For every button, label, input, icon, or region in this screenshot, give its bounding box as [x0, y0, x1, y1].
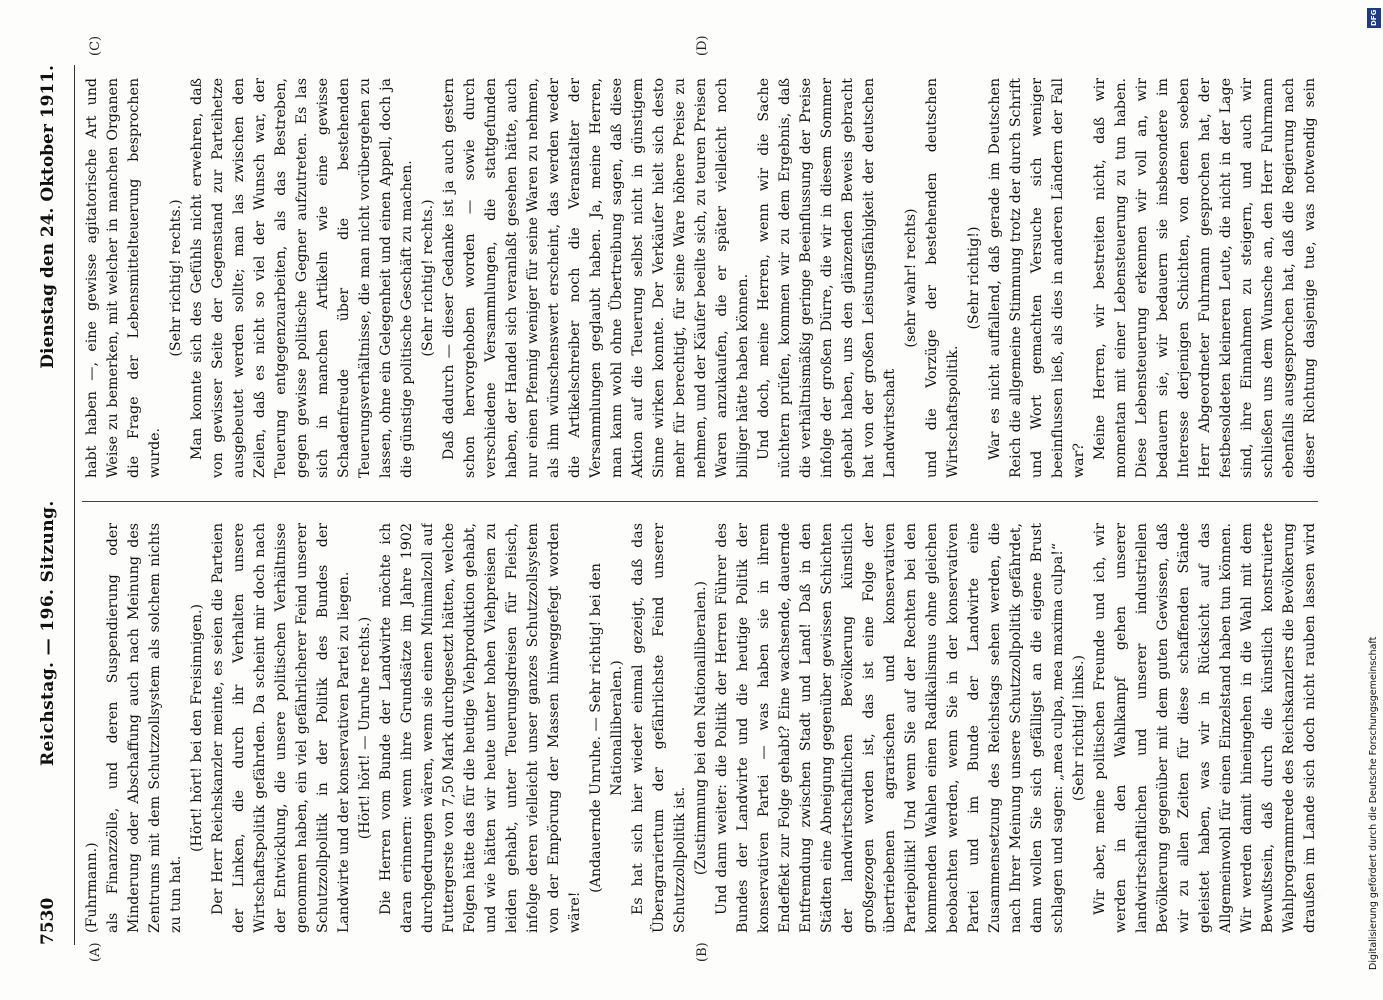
right-column	[82, 78, 1322, 478]
dfg-logo: DFG	[1367, 8, 1381, 28]
paragraph: Und doch, meine Herren, wenn wir die Sache nüchtern prüfen, kommen wir zu dem Ergebnis, daß die verhältnismäßig geringe Beeinflussung der Preise infolge der großen Dürre, die wir in diesem Sommer gehabt haben, uns den glänzenden Beweis gebracht hat von der großen Leistungsfähigkeit der deutschen Landwirtschaft	[756, 78, 898, 478]
header-rule	[74, 65, 75, 945]
paragraph: Wir aber, meine politischen Freunde und ich, wir werden in den Wahlkampf gehen unserer landwirtschaftlichen und unserer industriellen Bevölkerung gegenüber mit dem guten Gewissen, daß wir zu allen Zeiten für diese schaffenden Stände geleistet haben, was wir in Rücksicht auf das Allgemeinwohl für einen Einzelstand haben tun können. Wir werden damit hineingehen in die Wahl mit dem Bewußtsein, daß durch die künstlich konstruierte Wahlprogrammrede des Reichskanzlers die Bevölkerung draußen im Lande sich doch nicht rauben lassen wird	[1092, 523, 1318, 933]
paragraph: und die Vorzüge der bestehenden deutschen Wirtschaftspolitik.	[924, 78, 961, 478]
sitting-date: Dienstag den 24. Oktober 1911.	[38, 65, 58, 369]
interjection: (Sehr richtig! rechts.)	[168, 199, 184, 357]
margin-marker-b: (B)	[695, 942, 710, 962]
paragraph: Und dann weiter: die Politik der Herren Führer des Bundes der Landwirte und die heutige Politik der konservativen Partei — was haben sie in ihrem Endeffekt zur Folge gehabt? Eine wachsende, dauernde Entfremdung zwischen Stadt und Land! Daß in den Städten eine Abneigung gegenüber gewissen Schichten der landwirtschaftlichen Bevölkerung künstlich großgezogen worden ist, das ist eine Folge der übertriebenen agrarischen und konservativen Parteipolitik! Und wenn Sie auf der Rechten bei den kommenden Wahlen einen Radikalismus ohne gleichen beobachten werden, wenn Sie in der konservativen Partei und im Bunde der Landwirte eine Zusammensetzung des Reichstags sehen werden, die nach Ihrer Meinung unsere Schutzzollpolitik gefährdet, dann wollen Sie sich gefälligst an die eigene Brust schlagen und sagen: „mea culpa, mea maxima culpa!“	[714, 523, 1066, 933]
interjection: (sehr wahr! rechts)	[903, 208, 919, 348]
page-number: 7530	[38, 897, 58, 945]
interjection: (Sehr richtig!)	[966, 226, 982, 330]
paragraph: Die Herren vom Bunde der Landwirte möchte ich daran erinnern: wenn ihre Grundsätze im Jahre 1902 durchgedrungen wären, wenn sie einen Minimalzoll auf Futtergerste von 7,50 Mark durchgesetzt hätten, welche Folgen hätte das für die heutige Viehproduktion gehabt, und wie hätten wir heute unter hohen Viehpreisen zu leiden gehabt, unter Teuerungsdreisen für Fleisch, infolge deren vielleicht unser ganzes Schutzzollsystem von der Empörung der Massen hinweggefegt worden wäre!	[378, 523, 583, 933]
interjection: (Andauernde Unruhe. — Sehr richtig! bei den Nationalliberalen.)	[588, 563, 625, 893]
paragraph: Man konnte sich des Gefühls nicht erwehren, daß von gewisser Seite der Gegenstand zur Parteihetze ausgebeutet werden sollte; man las zwischen den Zeilen, daß es nicht so viel der Wunsch war, der Teuerung entgegenzuarbeiten, als das Bestreben, gegen gewisse politische Gegner aufzutreten. Es las sich in manchen Artikeln wie eine gewisse Schadenfreude über die bestehenden Teuerungsverhältnisse, die man nicht vorübergehen zu lassen, ohne ein Gelegenheit und einen Appell, doch ja die günstige politische Geschäft zu machen.	[189, 78, 415, 478]
interjection: (Hört! hört! bei den Freisinnigen.)	[189, 603, 205, 853]
interjection: (Sehr richtig! links.)	[1071, 654, 1087, 802]
interjection: (Hört! hört! — Unruhe rechts.)	[357, 616, 373, 840]
margin-marker-d: (D)	[695, 35, 710, 56]
paragraph: Es hat sich hier wieder einmal gezeigt, daß das Überagrariertum der gefährlichste Feind unserer Schutzzollpolitik ist.	[630, 523, 688, 933]
interjection: (Zustimmung bei den Nationalliberalen.)	[693, 580, 709, 876]
margin-marker-a: (A)	[88, 942, 103, 962]
digitization-note: Digitalisierung gefördert durch die Deutsche Forschungsgemeinschaft	[1368, 636, 1379, 970]
paragraph: Meine Herren, wir bestreiten nicht, daß wir momentan mit einer Lebensteuerung zu tun haben. Diese Lebensteuerung erkennen wir voll an, wir bedauern sie, wir bedauern sie insbesondere im Interesse derjenigen Schichten, von denen soeben Herr Abgeordneter Fuhrmann gesprochen hat, der festbesoldeten kleineren Leute, die nicht in der Lage sind, ihre Einnahmen zu steigern, und auch wir schließen uns dem Wunsche an, den Herr Fuhrmann ebenfalls ausgesprochen hat, daß die Regierung nach dieser Richtung dasjenige tue, was notwendig sein	[1092, 78, 1318, 478]
left-column	[82, 523, 1322, 933]
paragraph: Daß dadurch — dieser Gedanke ist ja auch gestern schon hervorgehoben worden — sowie durch verschiedene Versammlungen, die stattgefunden haben, der Handel sich veranlaßt gesehen hätte, auch nur einen Pfennig weniger für seine Waren zu nehmen, als ihm wünschenswert erscheint, das werden weder die Artikelschreiber noch die Veranstalter der Versammlungen geglaubt haben. Ja, meine Herren, man kann wohl ohne Übertreibung sagen, daß diese Aktion auf die Teuerung selbst nicht in günstigem Sinne wirken konnte. Der Verkäufer hielt sich desto mehr für berechtigt, für seine Ware höhere Preise zu nehmen, und der Käufer beeilte sich, zu teuren Preisen Waren anzukaufen, die er später vielleicht noch billiger hätte haben können.	[441, 78, 751, 478]
interjection: (Sehr richtig! rechts.)	[420, 199, 436, 357]
running-head	[38, 65, 68, 945]
margin-marker-c: (C)	[88, 35, 103, 56]
paragraph: als Finanzzölle, und deren Suspendierung oder Minderung oder Abschaffung auch nach Meinung des Zentrums mit dem Schutzzollsystem als solchem nichts zu tun hat.	[105, 523, 184, 933]
speaker-tag: (Fuhrmann.)	[84, 842, 100, 933]
paragraph: War es nicht auffallend, daß gerade im Deutschen Reich die allgemeine Stimmung trotz der durch Schrift und Wort gemachten Versuche sich weniger beeinflussen ließ, als dies in anderen Ländern der Fall war?	[987, 78, 1087, 478]
running-title: Reichstag. — 196. Sitzung.	[38, 500, 58, 767]
paragraph: habt haben —, eine gewisse agitatorische Art und Weise zu bemerken, mit welcher in manchen Organen die Frage der Lebensmittelteuerung besprochen wurde.	[84, 78, 163, 478]
column-divider	[82, 501, 1318, 502]
paragraph: Der Herr Reichskanzler meinte, es seien die Parteien der Linken, die durch ihr Verhalten unsere Wirtschaftspolitik gefährden. Da scheint mir doch nach der Entwicklung, die unsere politischen Verhältnisse genommen haben, ein viel gefährlicherer Feind unserer Schutzzollpolitik in der Politik des Bundes der Landwirte und der konservativen Partei zu liegen.	[210, 523, 352, 933]
